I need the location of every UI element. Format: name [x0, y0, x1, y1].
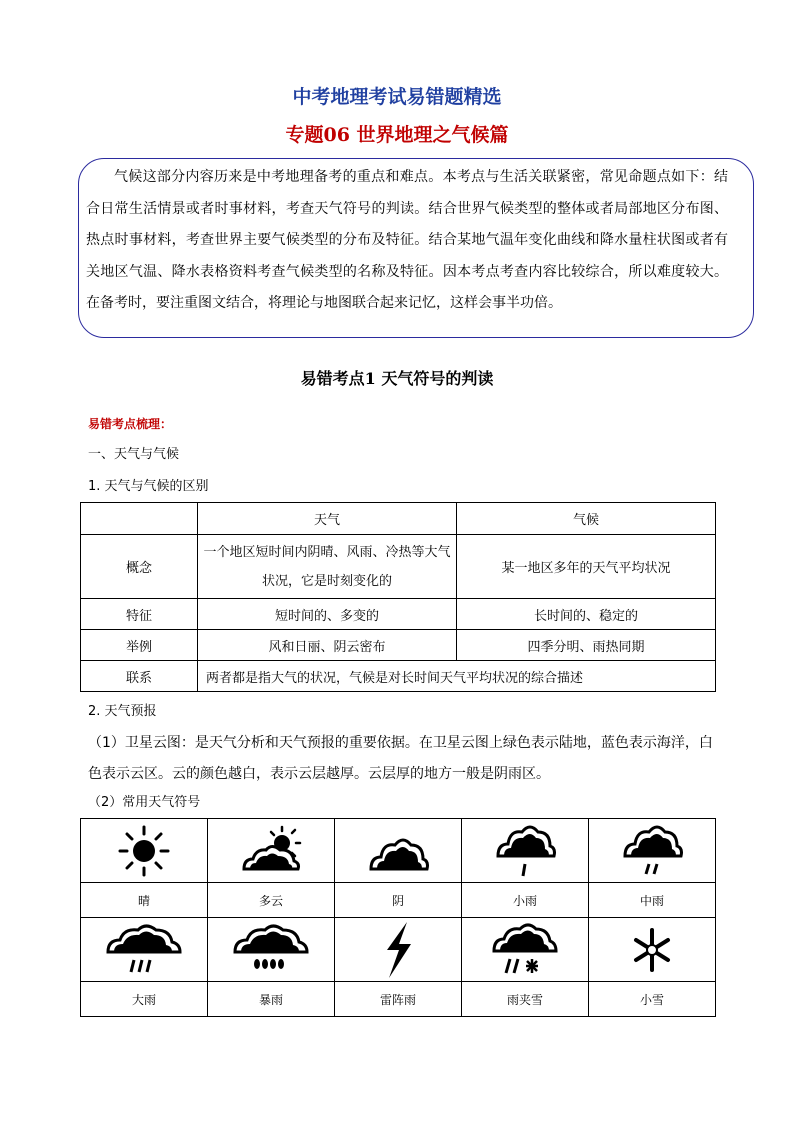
- table-cell: 联系: [81, 661, 198, 692]
- page-title: 中考地理考试易错题精选: [292, 86, 502, 108]
- table-cell: [462, 819, 589, 883]
- table-cell: [335, 819, 462, 883]
- table-cell: 长时间的、稳定的: [457, 599, 716, 630]
- heading-difference: 1. 天气与气候的区别: [88, 479, 209, 494]
- table-row: [81, 661, 716, 692]
- table-cell: [589, 918, 716, 982]
- table-cell: 两者都是指大气的状况，气候是对长时间天气平均状况的综合描述: [198, 661, 716, 692]
- table-cell: 雨夹雪: [462, 982, 589, 1017]
- table-cell: [81, 918, 208, 982]
- table-row: [81, 982, 716, 1017]
- table-cell: 概念: [81, 535, 198, 599]
- table-cell: [81, 503, 198, 535]
- table-cell: 大雨: [81, 982, 208, 1017]
- section-title: 易错考点1 天气符号的判读: [300, 369, 494, 388]
- partly-cloudy-icon: [238, 823, 304, 879]
- sun-icon: [114, 823, 174, 879]
- intro-text: 气候这部分内容历来是中考地理备考的重点和难点。本考点与生活关联紧密，常见命题点如下：结合日常生活情景或者时事材料，考查天气符号的判读。结合世界气候类型的整体或者局部地区分布图、热点时事材料，考查世界主要气候类型的分布及特征。结合某地气温年变化曲线和降水量柱状图或者有关地区气温、降水表格资料考查气候类型的名称及特征。因本考点考查内容比较综合，所以难度较大。在备考时，要注重图文结合，将理论与地图联合起来记忆，这样会事半功倍。: [86, 169, 728, 311]
- table-row: [81, 630, 716, 661]
- table-cell: 气候: [457, 503, 716, 535]
- table-cell: 暴雨: [208, 982, 335, 1017]
- table-row: [81, 599, 716, 630]
- table-row: [81, 918, 716, 982]
- table-cell: 中雨: [589, 883, 716, 918]
- sleet-icon: [490, 921, 560, 979]
- review-label: 易错考点梳理：: [88, 417, 173, 431]
- table-cell: 小雪: [589, 982, 716, 1017]
- table-cell: 某一地区多年的天气平均状况: [457, 535, 716, 599]
- table-row: [81, 535, 716, 599]
- table-cell: [208, 819, 335, 883]
- table-cell: 特征: [81, 599, 198, 630]
- table-cell: [462, 918, 589, 982]
- table-cell: 小雨: [462, 883, 589, 918]
- table-cell: 一个地区短时间内阴晴、风雨、冷热等大气状况，它是时刻变化的: [198, 535, 457, 599]
- heading-forecast: 2. 天气预报: [88, 704, 157, 719]
- heavy-rain-icon: [104, 922, 184, 978]
- table-cell: 短时间的、多变的: [198, 599, 457, 630]
- table-cell: 天气: [198, 503, 457, 535]
- table-header-row: [81, 503, 716, 535]
- table-cell: 风和日丽、阴云密布: [198, 630, 457, 661]
- light-rain-icon: [492, 822, 558, 880]
- symbols-heading: （2）常用天气符号: [88, 795, 201, 810]
- table-cell: 阴: [335, 883, 462, 918]
- comparison-table: [80, 502, 716, 692]
- table-cell: [81, 819, 208, 883]
- moderate-rain-icon: [619, 822, 685, 880]
- light-snow-icon: [627, 922, 677, 978]
- table-cell: 雷阵雨: [335, 982, 462, 1017]
- thunderstorm-icon: [373, 920, 423, 980]
- table-cell: 晴: [81, 883, 208, 918]
- table-row: [81, 883, 716, 918]
- rainstorm-icon: [231, 922, 311, 978]
- table-cell: [208, 918, 335, 982]
- weather-symbols-table: [80, 818, 716, 1017]
- satellite-paragraph: （1）卫星云图：是天气分析和天气预报的重要依据。在卫星云图上绿色表示陆地，蓝色表示海洋，白色表示云区。云的颜色越白，表示云层越厚。云层厚的地方一般是阴雨区。: [88, 735, 713, 782]
- overcast-icon: [365, 823, 431, 879]
- heading-weather-climate: 一、天气与气候: [88, 447, 180, 462]
- table-cell: [335, 918, 462, 982]
- page-subtitle: 专题06 世界地理之气候篇: [285, 124, 509, 146]
- table-cell: [589, 819, 716, 883]
- table-cell: 多云: [208, 883, 335, 918]
- table-row: [81, 819, 716, 883]
- table-cell: 四季分明、雨热同期: [457, 630, 716, 661]
- table-cell: 举例: [81, 630, 198, 661]
